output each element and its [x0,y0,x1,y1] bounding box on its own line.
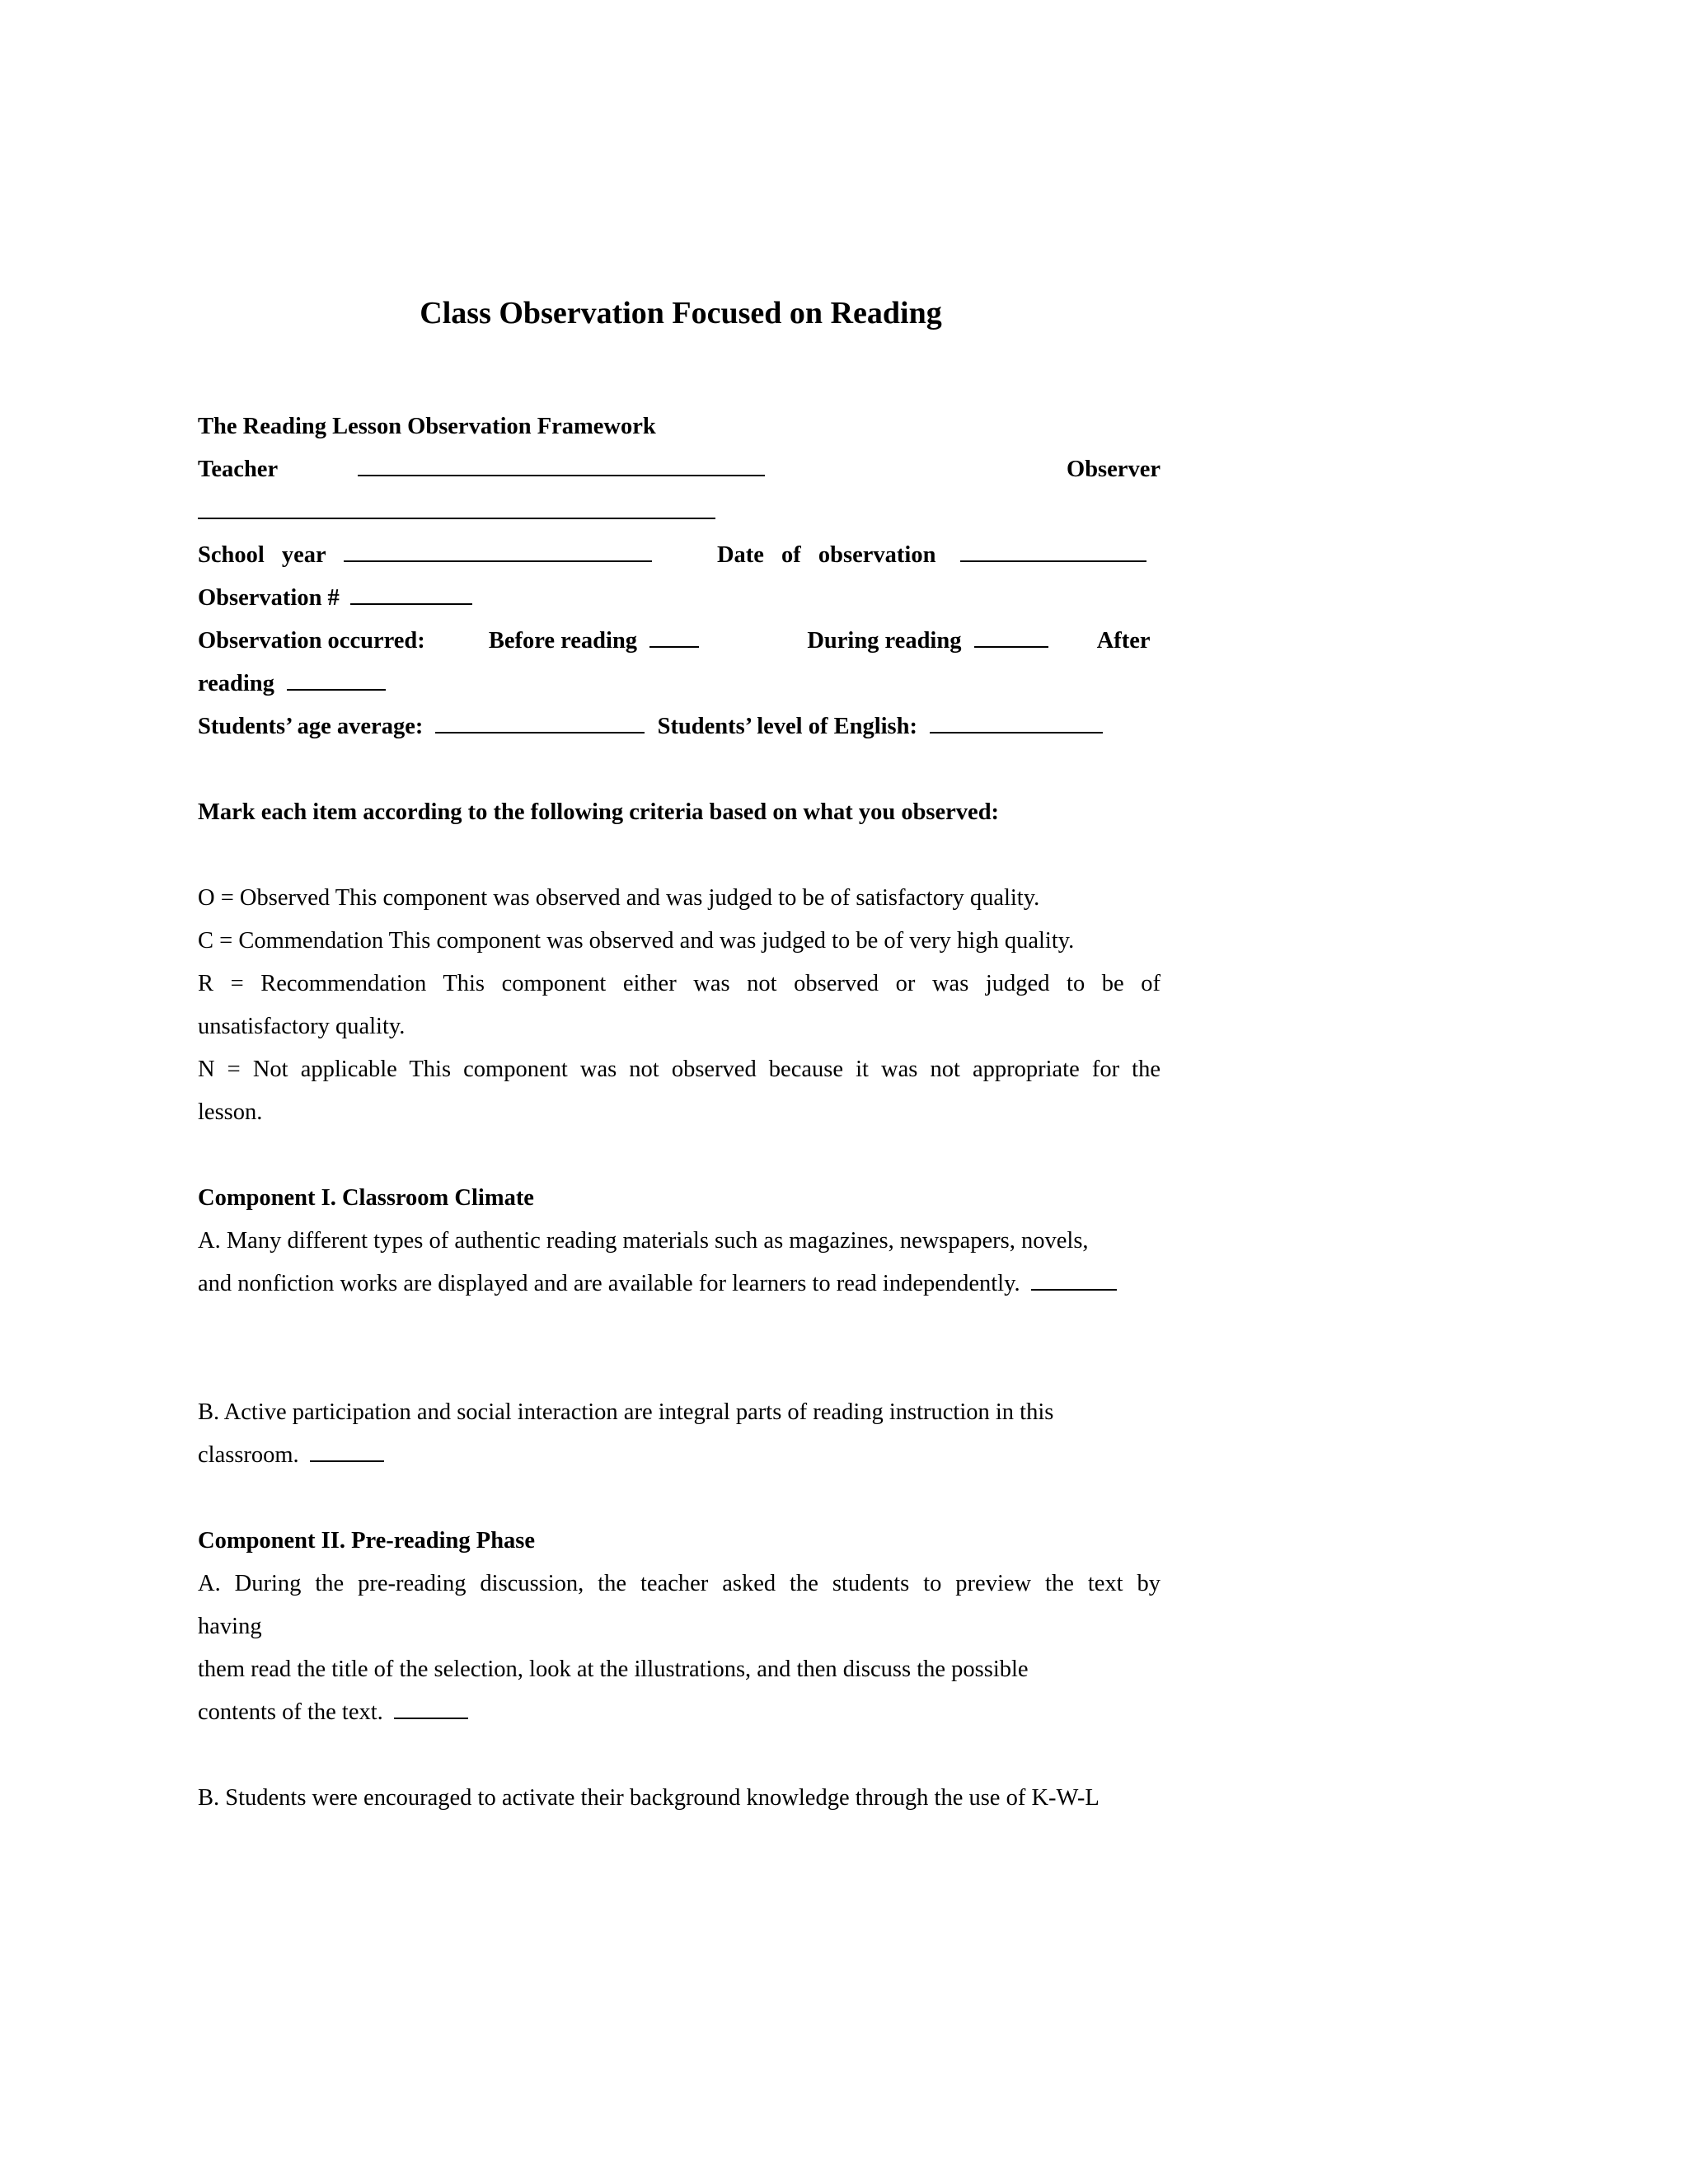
school-year-label: School year [198,542,326,568]
during-reading-field[interactable] [974,621,1048,648]
observer-label: Observer [1067,457,1160,482]
after-label: After [1096,628,1151,654]
spacer [198,748,1160,791]
teacher-field[interactable] [358,450,765,476]
school-year-field[interactable] [344,536,652,562]
teacher-label: Teacher [198,457,278,482]
criteria-n-line1: N = Not applicable This component was not observed because it was not appropriate for the [198,1057,1160,1082]
spacer [198,1734,1160,1777]
after-reading-row [198,663,1160,705]
component2-a-line4: contents of the text. [198,1699,383,1725]
page-title: Class Observation Focused on Reading [420,296,942,330]
spacer [198,1305,1160,1391]
teacher-group [198,448,765,491]
during-reading-label: During reading [807,628,962,654]
students-age-field[interactable] [435,707,645,733]
after-reading-field[interactable] [287,664,386,691]
reading-label: reading [198,671,274,696]
date-of-observation-field[interactable] [960,536,1146,562]
before-reading-label: Before reading [488,628,638,654]
component1-a-line2: and nonfiction works are displayed and are available for learners to read independently. [198,1271,1020,1296]
observer-field-row [198,491,1160,534]
component2-heading: Component II. Pre-reading Phase [198,1528,536,1554]
component1-b-line1: B. Active participation and social interaction are integral parts of reading instruction in this [198,1399,1054,1425]
component2-a-line4-row [198,1691,1160,1734]
component2-a-answer-field[interactable] [394,1696,468,1719]
criteria-n-line2: lesson. [198,1099,263,1125]
document-body [198,405,1160,1820]
students-age-label: Students’ age average: [198,714,424,739]
observation-number-row [198,577,1160,620]
component1-b-answer-field[interactable] [310,1439,384,1462]
component1-heading: Component I. Classroom Climate [198,1185,534,1211]
component1-a-answer-field[interactable] [1031,1268,1117,1291]
observation-number-field[interactable] [350,579,472,605]
students-level-label: Students’ level of English: [657,714,917,739]
component2-a-line1: A. During the pre-reading discussion, the teacher asked the students to preview the text by [198,1571,1160,1596]
spacer [198,1134,1160,1177]
spacer [198,1477,1160,1520]
school-year-date-row [198,534,1160,577]
criteria-instruction: Mark each item according to the following criteria based on what you observed: [198,799,1000,825]
component1-a-line1: A. Many different types of authentic reading materials such as magazines, newspapers, novels, [198,1228,1089,1254]
component2-b-line1: B. Students were encouraged to activate their background knowledge through the use of K-W-L [198,1785,1100,1811]
component1-a-line2-row [198,1263,1160,1305]
observation-number-label: Observation # [198,585,340,611]
date-of-observation-label: Date of observation [716,542,936,568]
framework-heading: The Reading Lesson Observation Framework [198,414,656,439]
component2-a-line3: them read the title of the selection, look at the illustrations, and then discuss the possible [198,1657,1029,1682]
component2-a-line2: having [198,1614,262,1639]
before-reading-field[interactable] [649,621,699,648]
observer-field[interactable] [198,493,715,519]
students-level-field[interactable] [930,707,1103,733]
teacher-observer-row [198,448,1160,491]
students-row [198,705,1160,748]
observation-occurred-label: Observation occurred: [198,628,425,654]
criteria-o: O = Observed This component was observed and was judged to be of satisfactory quality. [198,885,1040,911]
criteria-c: C = Commendation This component was observed and was judged to be of very high quality. [198,928,1075,954]
component1-b-line2: classroom. [198,1442,299,1468]
observation-occurred-row [198,620,1160,663]
criteria-r-line2: unsatisfactory quality. [198,1014,406,1039]
spacer [198,834,1160,877]
component1-b-line2-row [198,1434,1160,1477]
criteria-r-line1: R = Recommendation This component either was not observed or was judged to be of [198,971,1160,996]
